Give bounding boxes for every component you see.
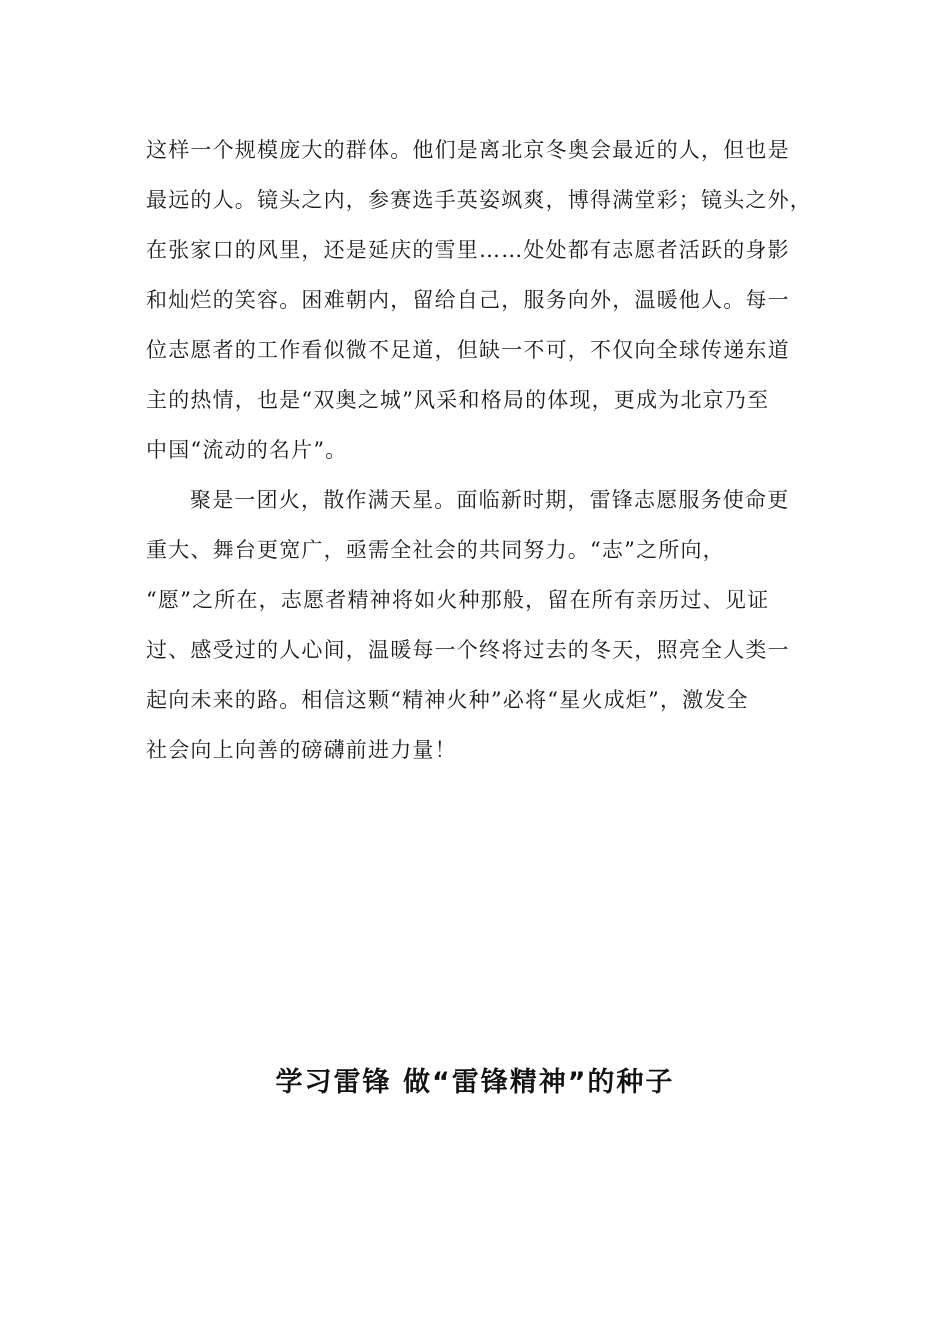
section-title: 学习雷锋 做“雷锋精神”的种子 — [275, 1067, 675, 1098]
text-line: 过、感受过的人心间，温暖每一个终将过去的冬天，照亮全人类一 — [146, 638, 790, 662]
text-line: 和灿烂的笑容。困难朝内，留给自己，服务向外，温暖他人。每一 — [146, 288, 790, 312]
text-line: 主的热情，也是“双奥之城”风采和格局的体现，更成为北京乃至 — [146, 388, 770, 412]
text-line: 社会向上向善的磅礴前进力量！ — [146, 738, 457, 762]
text-line: “愿”之所在，志愿者精神将如火种那般，留在所有亲历过、见证 — [146, 588, 770, 612]
text-line: 位志愿者的工作看似微不足道，但缺一不可，不仅向全球传递东道 — [146, 338, 790, 362]
text-line: 起向未来的路。相信这颗“精神火种”必将“星火成炬”，激发全 — [146, 688, 749, 712]
text-line: 在张家口的风里，还是延庆的雪里……处处都有志愿者活跃的身影 — [146, 238, 790, 262]
text-line: 最远的人。镜头之内，参赛选手英姿飒爽，博得满堂彩；镜头之外， — [146, 188, 812, 212]
text-line: 重大、舞台更宽广，亟需全社会的共同努力。“志”之所向， — [146, 538, 725, 562]
text-line: 这样一个规模庞大的群体。他们是离北京冬奥会最近的人，但也是 — [146, 138, 790, 162]
text-line: 聚是一团火，散作满天星。面临新时期，雷锋志愿服务使命更 — [190, 488, 790, 512]
text-line: 中国“流动的名片”。 — [146, 438, 348, 462]
